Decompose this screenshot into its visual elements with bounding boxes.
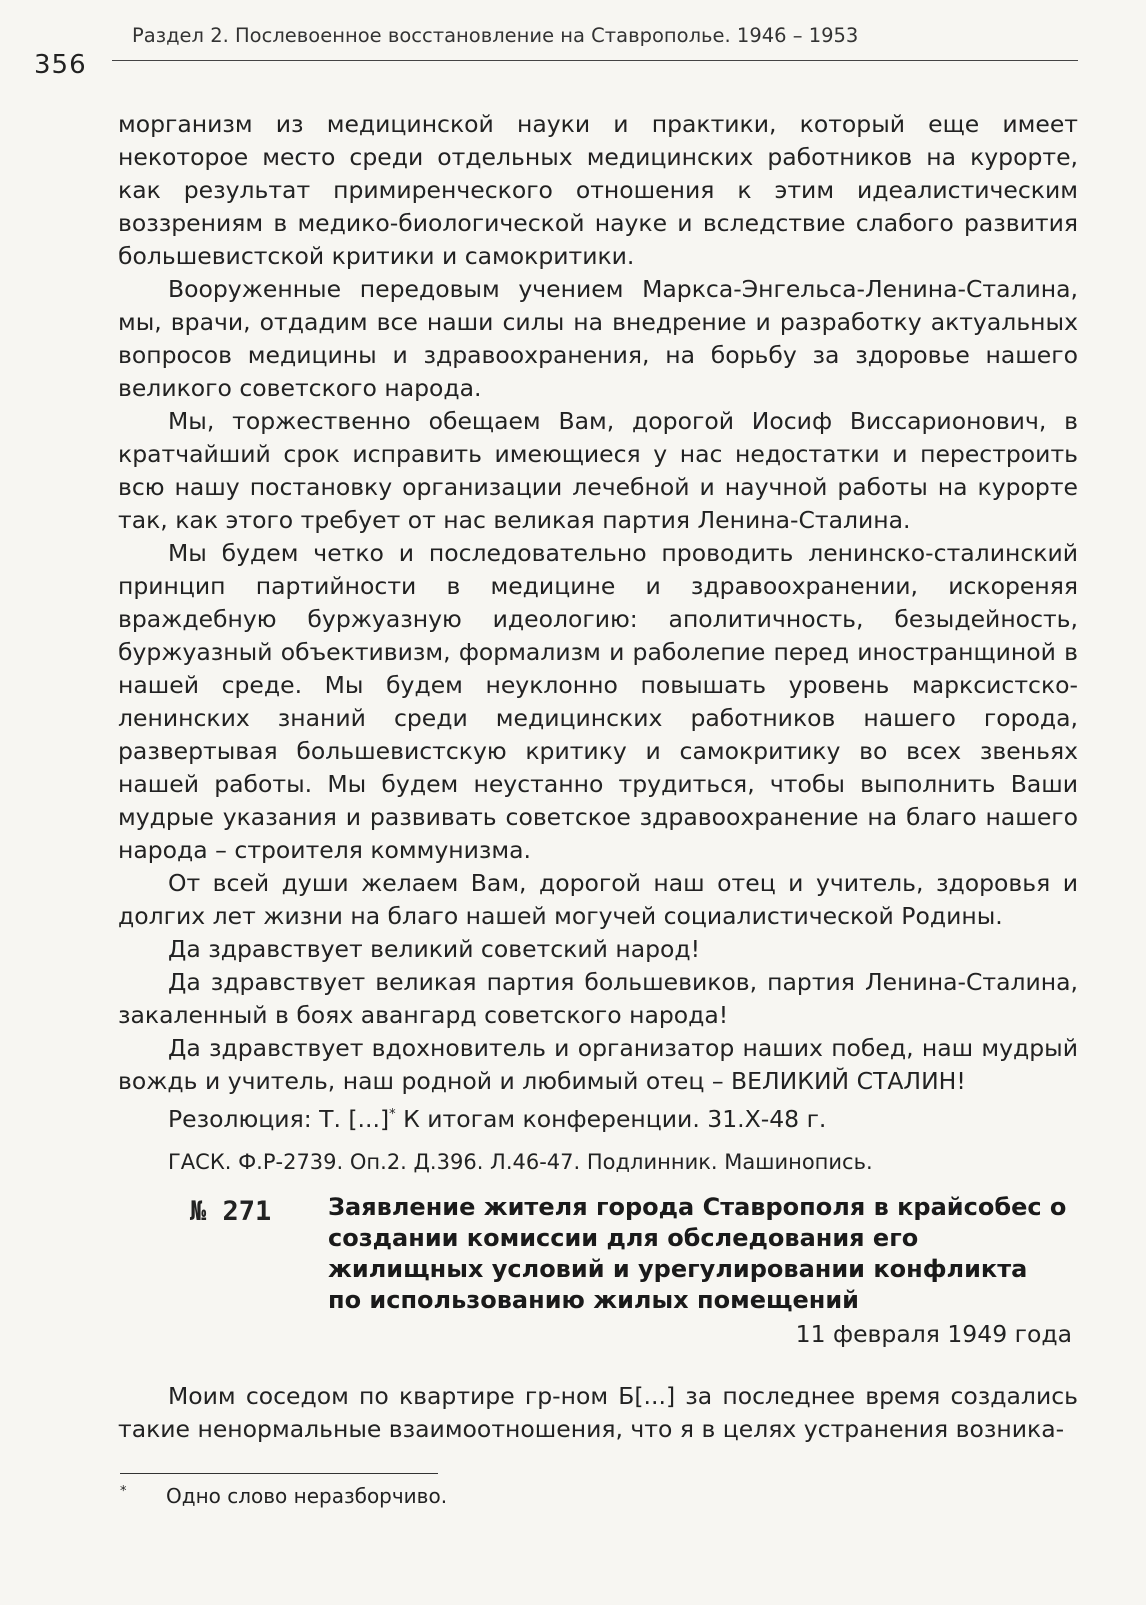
- resolution: [118, 1098, 1078, 1136]
- paragraph: Мы, торжественно обещаем Вам, дорогой Иосиф Виссарионович, в кратчайший срок исправить имеющиеся у нас недостатки и перестроить всю нашу постановку организации лечебной и научной работы на курорте так, как этого требует от нас великая партия Ленина-Сталина.: [118, 407, 1078, 534]
- document-body: [118, 1380, 1078, 1446]
- paragraph: Да здравствует вдохновитель и организатор наших побед, наш мудрый вождь и учитель, наш родной и любимый отец – ВЕЛИКИЙ СТАЛИН!: [118, 1034, 1078, 1095]
- document-title: Заявление жителя города Ставрополя в крайсобес о создании комиссии для обследования его жилищных условий и урегулировании конфликта по использованию жилых помещений: [328, 1193, 1067, 1314]
- main-text: [118, 108, 1078, 1179]
- running-head: Раздел 2. Послевоенное восстановление на Ставрополье. 1946 – 1953: [132, 24, 859, 47]
- page-number: 356: [34, 50, 87, 80]
- resolution-before: Резолюция: Т. [...]: [168, 1104, 390, 1133]
- footnote-mark: *: [120, 1484, 127, 1500]
- paragraph: морганизм из медицинской науки и практики, который еще имеет некоторое место среди отдельных медицинских работников на курорте, как результат примиренческого отношения к этим идеалистическим воззрениям в медико-биологической науке и вследствие слабого развития большевистской критики и самокритики.: [118, 110, 1078, 270]
- footnote-reference[interactable]: *: [389, 1107, 396, 1122]
- paragraph: Мы будем четко и последовательно проводить ленинско-сталинский принцип партийности в медицине и здравоохранении, искореняя враждебную буржуазную идеологию: аполитичность, безыдейность, буржуазный объективизм, формализм и раболепие перед иностранщиной в нашей среде. Мы будем неуклонно повышать уровень марксистско-ленинских знаний среди медицинских работников нашего города, развертывая большевистскую критику и самокритику во всех звеньях нашей работы. Мы будем неустанно трудиться, чтобы выполнить Ваши мудрые указания и развивать советское здравоохранение на благо нашего народа – строителя коммунизма.: [118, 539, 1078, 864]
- header-divider: [112, 60, 1078, 61]
- footnote-text: Одно слово неразборчиво.: [166, 1484, 448, 1508]
- resolution-after: К итогам конференции. 31.Х-48 г.: [395, 1104, 827, 1133]
- paragraph: Моим соседом по квартире гр-ном Б[...] за последнее время создались такие ненормальные взаимоотношения, что я в целях устранения возника-: [118, 1382, 1078, 1443]
- archive-reference: ГАСК. Ф.Р-2739. Оп.2. Д.396. Л.46-47. Подлинник. Машинопись.: [168, 1149, 873, 1174]
- footnote: [120, 1484, 447, 1508]
- document-number: № 271: [190, 1196, 272, 1227]
- paragraph: От всей души желаем Вам, дорогой наш отец и учитель, здоровья и долгих лет жизни на благо нашей могучей социалистической Родины.: [118, 869, 1078, 930]
- paragraph: Вооруженные передовым учением Маркса-Энгельса-Ленина-Сталина, мы, врачи, отдадим все наши силы на внедрение и разработку актуальных вопросов медицины и здравоохранения, на борьбу за здоровье нашего великого советского народа.: [118, 275, 1078, 402]
- document-date: 11 февраля 1949 года: [795, 1320, 1072, 1348]
- footnote-divider: [120, 1473, 438, 1474]
- paragraph: Да здравствует великая партия большевиков, партия Ленина-Сталина, закаленный в боях авангард советского народа!: [118, 968, 1078, 1029]
- paragraph: Да здравствует великий советский народ!: [168, 935, 701, 963]
